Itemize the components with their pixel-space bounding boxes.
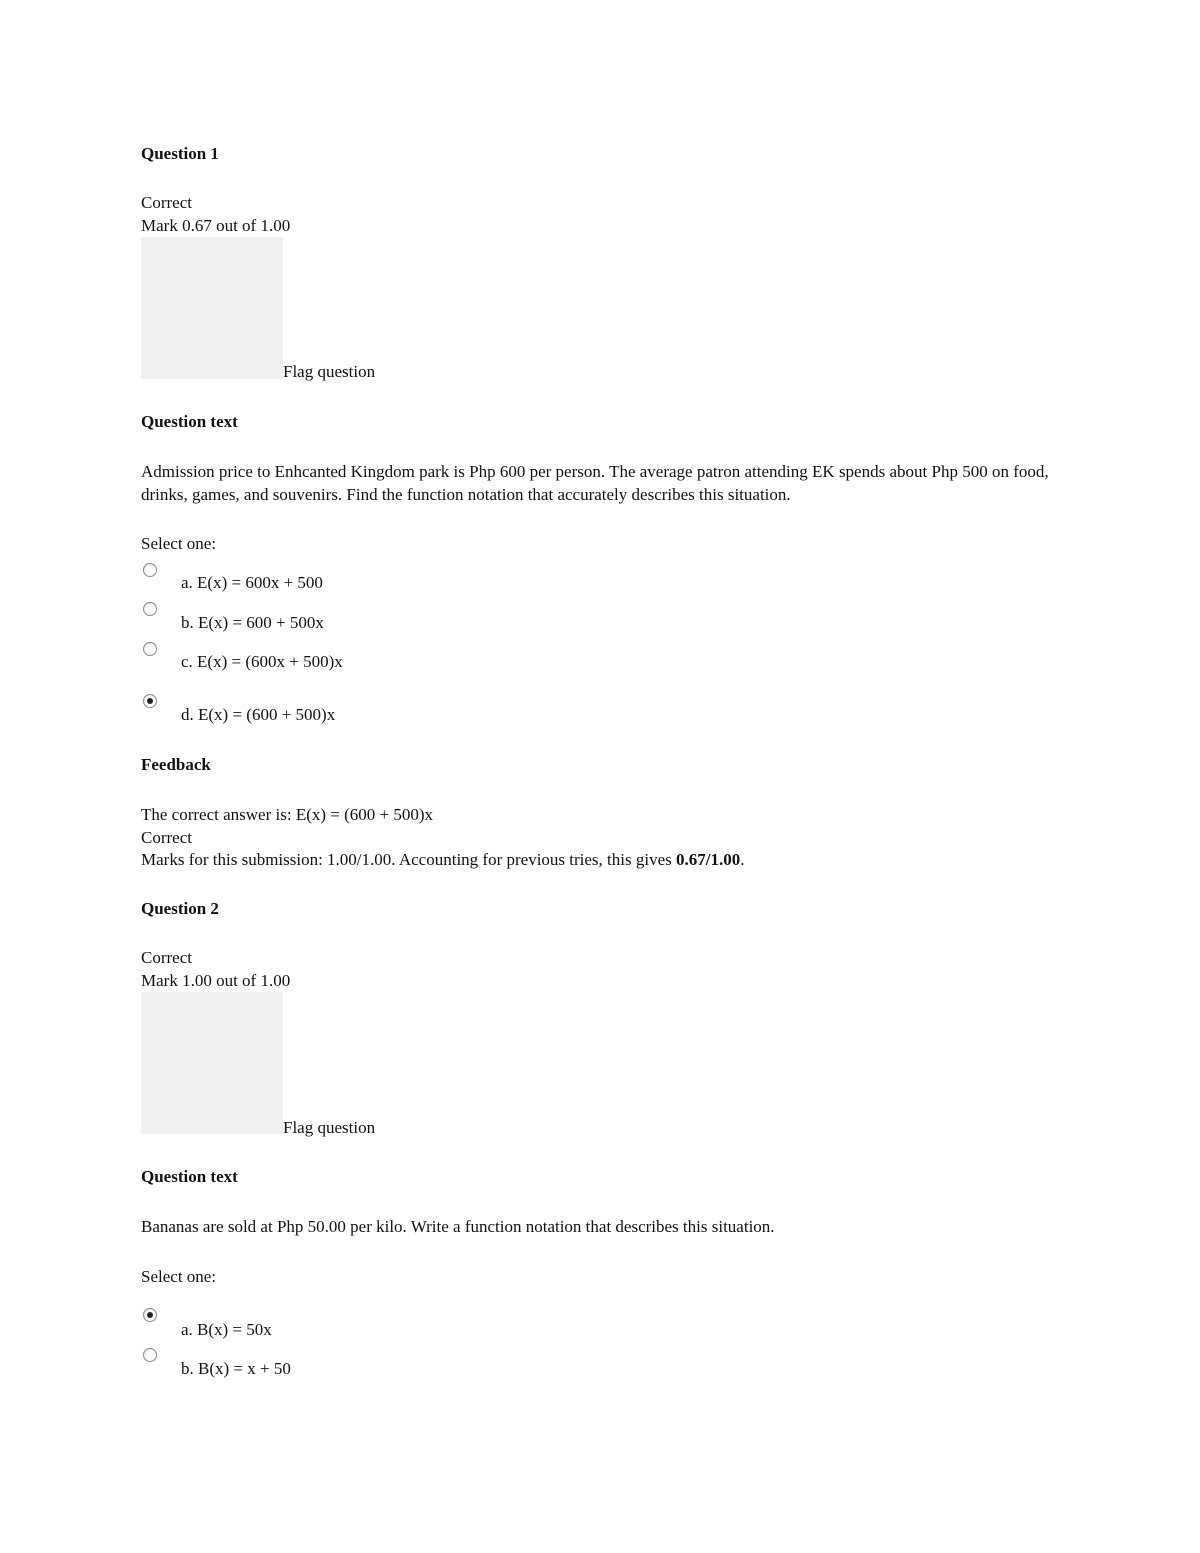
- option-b-label[interactable]: b. B(x) = x + 50: [181, 1359, 291, 1378]
- flag-icon[interactable]: [141, 992, 283, 1134]
- question-2-text: Bananas are sold at Php 50.00 per kilo. Write a function notation that describes this situation.: [141, 1217, 775, 1236]
- option-c-radio[interactable]: [143, 642, 157, 656]
- feedback-marks-suffix: .: [740, 850, 745, 869]
- option-b-label[interactable]: b. E(x) = 600 + 500x: [181, 613, 324, 632]
- option-b-radio[interactable]: [143, 602, 157, 616]
- option-d-label[interactable]: d. E(x) = (600 + 500)x: [181, 705, 336, 724]
- question-2-text-heading: Question text: [141, 1167, 238, 1186]
- option-d-radio[interactable]: [143, 694, 157, 708]
- feedback-correct-answer: The correct answer is: E(x) = (600 + 500)x: [141, 805, 434, 824]
- feedback-status: Correct: [141, 828, 192, 847]
- question-2-status: Correct: [141, 948, 192, 967]
- feedback-marks-value: 0.67/1.00: [676, 850, 741, 869]
- option-a-radio[interactable]: [143, 563, 157, 577]
- flag-icon[interactable]: [141, 237, 283, 379]
- option-c-label[interactable]: c. E(x) = (600x + 500)x: [181, 652, 343, 671]
- question-1-mark: Mark 0.67 out of 1.00: [141, 216, 291, 235]
- flag-question-link[interactable]: Flag question: [283, 362, 376, 381]
- feedback-marks: [141, 849, 744, 871]
- question-1-select-label: Select one:: [141, 534, 217, 553]
- question-1-text-heading: Question text: [141, 412, 238, 431]
- feedback-heading: Feedback: [141, 755, 211, 774]
- question-2-select-label: Select one:: [141, 1267, 217, 1286]
- question-1-status: Correct: [141, 193, 192, 212]
- option-a-label[interactable]: a. E(x) = 600x + 500: [181, 573, 323, 592]
- question-2-title: Question 2: [141, 899, 219, 918]
- question-1-title: Question 1: [141, 144, 219, 163]
- question-2-mark: Mark 1.00 out of 1.00: [141, 971, 291, 990]
- feedback-marks-prefix: Marks for this submission: 1.00/1.00. Accounting for previous tries, this gives: [141, 850, 676, 869]
- option-a-radio[interactable]: [143, 1308, 157, 1322]
- option-a-label[interactable]: a. B(x) = 50x: [181, 1320, 272, 1339]
- question-1-text: Admission price to Enhcanted Kingdom park is Php 600 per person. The average patron attending EK spends about Php 500 on food, drinks, games, and souvenirs. Find the function notation that accurately describes this situation.: [141, 462, 1049, 504]
- option-b-radio[interactable]: [143, 1348, 157, 1362]
- flag-question-link[interactable]: Flag question: [283, 1118, 376, 1137]
